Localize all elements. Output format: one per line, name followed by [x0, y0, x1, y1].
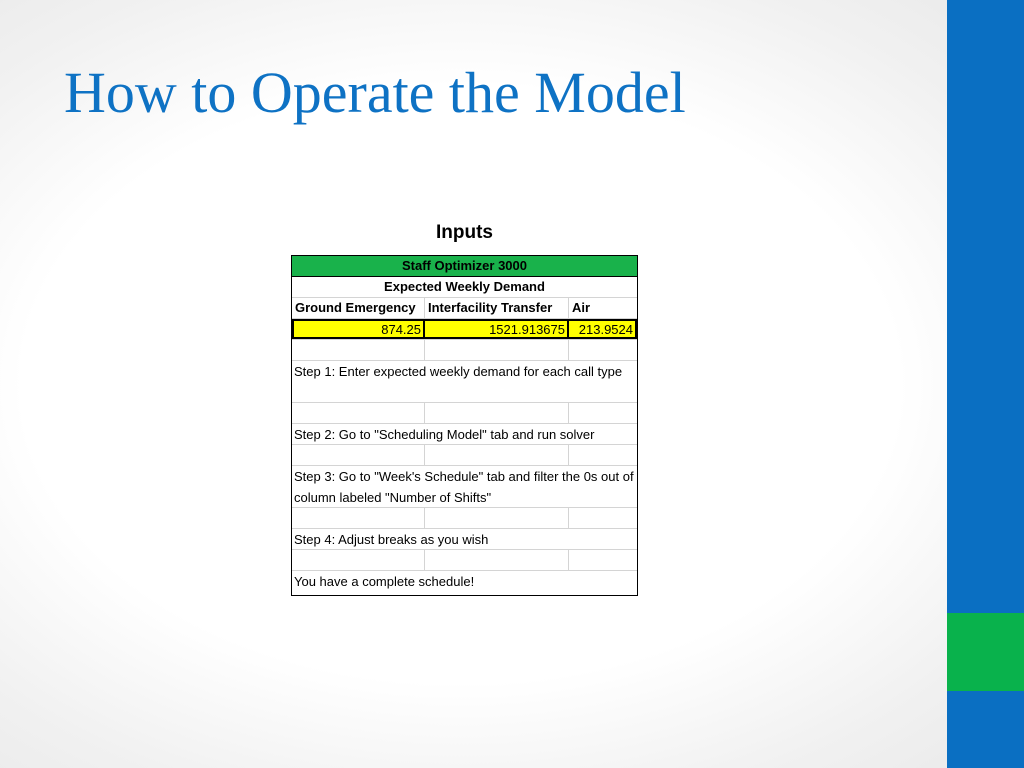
- demand-value: 1521.913675: [425, 319, 569, 339]
- step-instruction: Step 1: Enter expected weekly demand for each call type: [292, 361, 637, 403]
- empty-cell: [569, 340, 637, 360]
- empty-cell: [425, 508, 569, 528]
- empty-cell: [425, 550, 569, 570]
- step-instruction: You have a complete schedule!: [294, 574, 475, 589]
- empty-cell: [569, 508, 637, 528]
- slide-title: How to Operate the Model: [64, 60, 686, 125]
- sheet-title: Staff Optimizer 3000: [292, 256, 637, 277]
- side-accent-bar-green: [947, 613, 1024, 691]
- side-accent-bar-blue-top: [947, 0, 1024, 613]
- empty-cell: [292, 508, 425, 528]
- column-header: Interfacility Transfer: [425, 298, 569, 318]
- demand-value: 874.25: [292, 319, 425, 339]
- step-instruction: Step 2: Go to "Scheduling Model" tab and run solver: [292, 424, 637, 445]
- step-instruction: Step 4: Adjust breaks as you wish: [292, 529, 637, 550]
- empty-row: [292, 445, 637, 466]
- empty-cell: [569, 550, 637, 570]
- side-accent-bar-blue-bottom: [947, 691, 1024, 768]
- empty-cell: [292, 403, 425, 423]
- empty-cell: [292, 445, 425, 465]
- empty-cell: [425, 403, 569, 423]
- demand-value: 213.9524: [569, 319, 637, 339]
- spreadsheet-image: [291, 255, 638, 596]
- column-header-row: [292, 298, 637, 319]
- column-header: Ground Emergency: [292, 298, 425, 318]
- empty-cell: [569, 445, 637, 465]
- empty-cell: [569, 403, 637, 423]
- section-label: Expected Weekly Demand: [292, 277, 637, 298]
- empty-row: [292, 403, 637, 424]
- step-instruction: Step 3: Go to "Week's Schedule" tab and filter the 0s out of column labeled "Number of Shifts": [292, 466, 637, 508]
- empty-row: [292, 340, 637, 361]
- empty-cell: [425, 340, 569, 360]
- empty-cell: [292, 550, 425, 570]
- column-header: Air: [572, 300, 591, 315]
- empty-cell: [292, 340, 425, 360]
- empty-row: [292, 508, 637, 529]
- empty-cell: [425, 445, 569, 465]
- demand-values-row: [292, 319, 637, 340]
- inputs-heading: Inputs: [436, 222, 493, 243]
- empty-row: [292, 550, 637, 571]
